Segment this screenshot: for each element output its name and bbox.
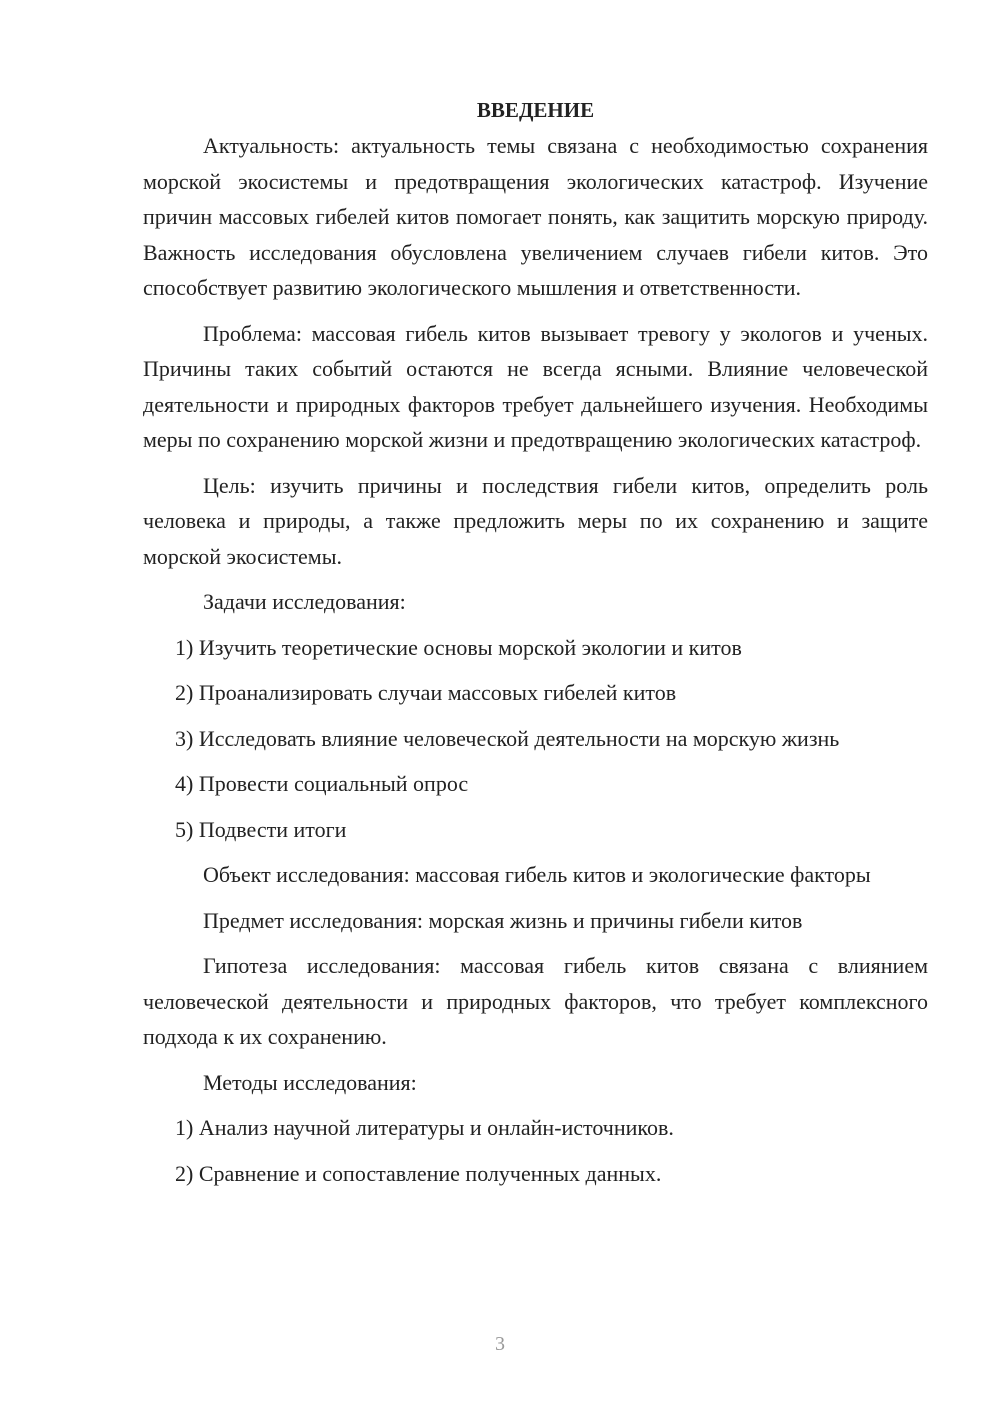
subject-paragraph: Предмет исследования: морская жизнь и причины гибели китов	[203, 907, 803, 933]
page-number: 3	[495, 1333, 505, 1355]
task-item: 3) Исследовать влияние человеческой деятельности на морскую жизнь	[175, 725, 840, 751]
methods-heading: Методы исследования:	[203, 1069, 417, 1095]
object-paragraph: Объект исследования: массовая гибель китов и экологические факторы	[203, 862, 871, 887]
relevance-paragraph: Актуальность: актуальность темы связана с необходимостью сохранения морской экосистемы и предотвращения экологических катастроф. Изучение причин массовых гибелей китов помогает понять, как защитить морскую природу. Важность исследования обусловлена увеличением случаев гибели китов. Это способствует развитию экологического мышления и ответственности.	[143, 133, 928, 300]
method-item: 1) Анализ научной литературы и онлайн-источников.	[175, 1115, 674, 1140]
method-item: 2) Сравнение и сопоставление полученных данных.	[175, 1160, 662, 1186]
task-item: 4) Провести социальный опрос	[175, 771, 469, 796]
task-item: 1) Изучить теоретические основы морской экологии и китов	[175, 634, 742, 660]
document-page	[143, 92, 928, 1191]
hypothesis-paragraph: Гипотеза исследования: массовая гибель китов связана с влиянием человеческой деятельности и природных факторов, что требует комплексного подхода к их сохранению.	[143, 953, 928, 1049]
tasks-heading: Задачи исследования:	[203, 589, 406, 614]
task-item: 5) Подвести итоги	[175, 816, 347, 842]
section-title: ВВЕДЕНИЕ	[476, 98, 595, 122]
task-item: 2) Проанализировать случаи массовых гибелей китов	[175, 680, 677, 705]
goal-paragraph: Цель: изучить причины и последствия гибели китов, определить роль человека и природы, а также предложить меры по их сохранению и защите морской экосистемы.	[143, 472, 928, 569]
problem-paragraph: Проблема: массовая гибель китов вызывает тревогу у экологов и ученых. Причины таких событий остаются не всегда ясными. Влияние человеческой деятельности и природных факторов требует дальнейшего изучения. Необходимы меры по сохранению морской жизни и предотвращению экологических катастроф.	[143, 320, 928, 452]
